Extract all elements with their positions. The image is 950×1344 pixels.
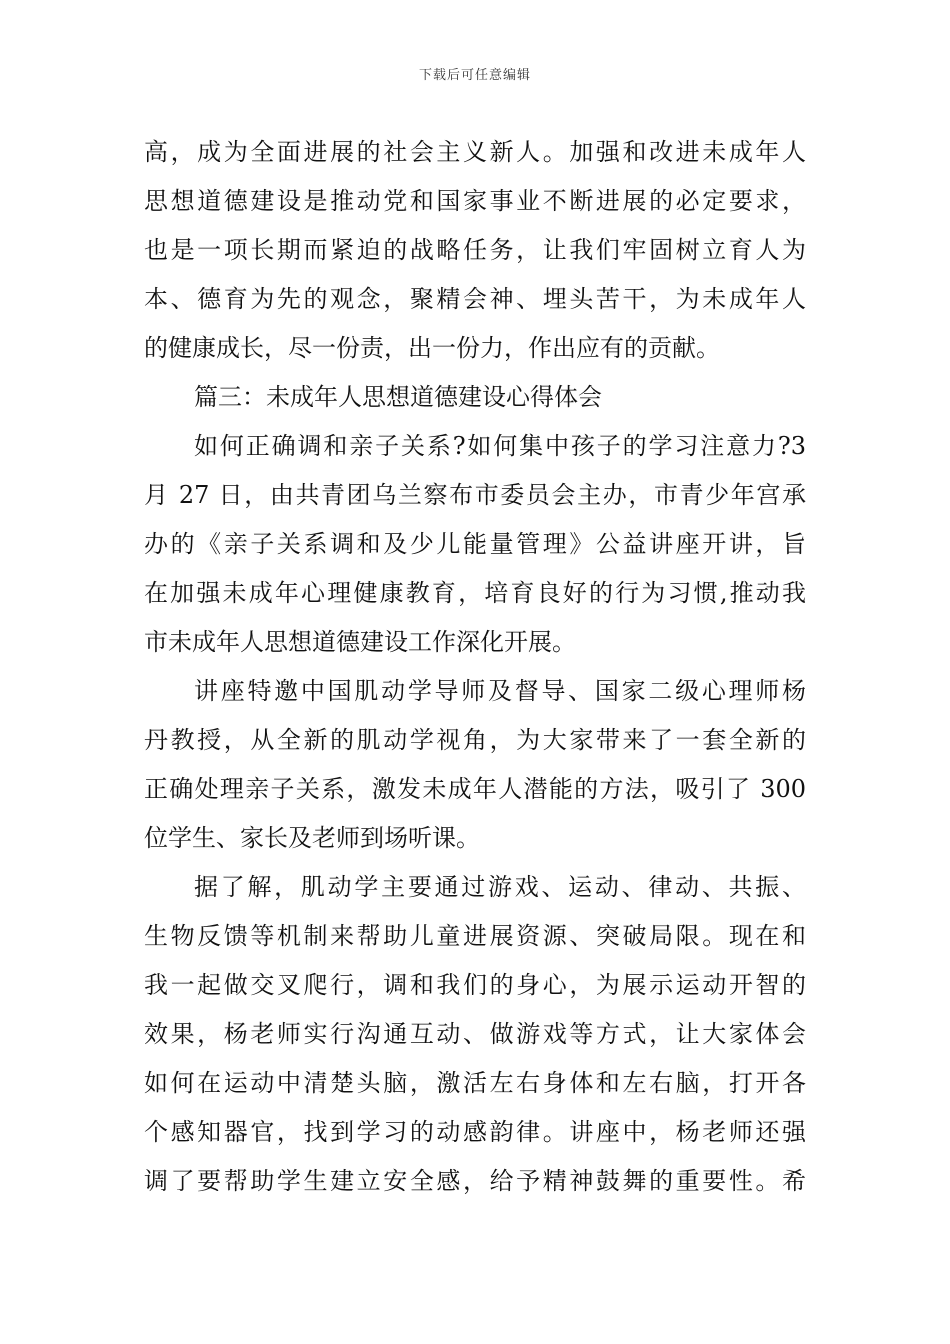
text-line: 我一起做交叉爬行，调和我们的身心，为展示运动开智的	[144, 971, 806, 999]
text-line: 如何在运动中清楚头脑，激活左右身体和左右脑，打开各	[144, 1069, 806, 1097]
text-line: 办的《亲子关系调和及少儿能量管理》公益讲座开讲，旨	[144, 530, 806, 558]
text-line: 月 27 日，由共青团乌兰察布市委员会主办，市青少年宫承	[144, 481, 806, 509]
paragraph-first-line: 据了解，肌动学主要通过游戏、运动、律动、共振、	[194, 873, 806, 901]
section-heading: 篇三：未成年人思想道德建设心得体会	[194, 383, 602, 411]
text-line: 效果，杨老师实行沟通互动、做游戏等方式，让大家体会	[144, 1020, 806, 1048]
text-line: 的健康成长，尽一份责，出一份力，作出应有的贡献。	[144, 334, 720, 362]
text-line: 也是一项长期而紧迫的战略任务，让我们牢固树立育人为	[144, 236, 806, 264]
paragraph-first-line: 如何正确调和亲子关系?如何集中孩子的学习注意力?3	[194, 432, 806, 460]
text-line: 高，成为全面进展的社会主义新人。加强和改进未成年人	[144, 138, 806, 166]
text-line: 在加强未成年心理健康教育，培育良好的行为习惯,推动我	[144, 579, 806, 607]
text-line: 本、德育为先的观念，聚精会神、埋头苦干，为未成年人	[144, 285, 806, 313]
text-line: 生物反馈等机制来帮助儿童进展资源、突破局限。现在和	[144, 922, 806, 950]
text-line: 正确处理亲子关系，激发未成年人潜能的方法，吸引了 300	[144, 775, 806, 803]
text-line: 思想道德建设是推动党和国家事业不断进展的必定要求，	[144, 187, 806, 215]
text-line: 丹教授，从全新的肌动学视角，为大家带来了一套全新的	[144, 726, 806, 754]
page-header-note: 下载后可任意编辑	[418, 68, 531, 83]
text-line: 市未成年人思想道德建设工作深化开展。	[144, 628, 576, 656]
paragraph-first-line: 讲座特邀中国肌动学导师及督导、国家二级心理师杨	[194, 677, 806, 705]
text-line: 个感知器官，找到学习的动感韵律。讲座中，杨老师还强	[144, 1118, 806, 1146]
document-body	[144, 128, 806, 1206]
text-line: 调了要帮助学生建立安全感，给予精神鼓舞的重要性。希	[144, 1167, 806, 1195]
text-line: 位学生、家长及老师到场听课。	[144, 824, 480, 852]
